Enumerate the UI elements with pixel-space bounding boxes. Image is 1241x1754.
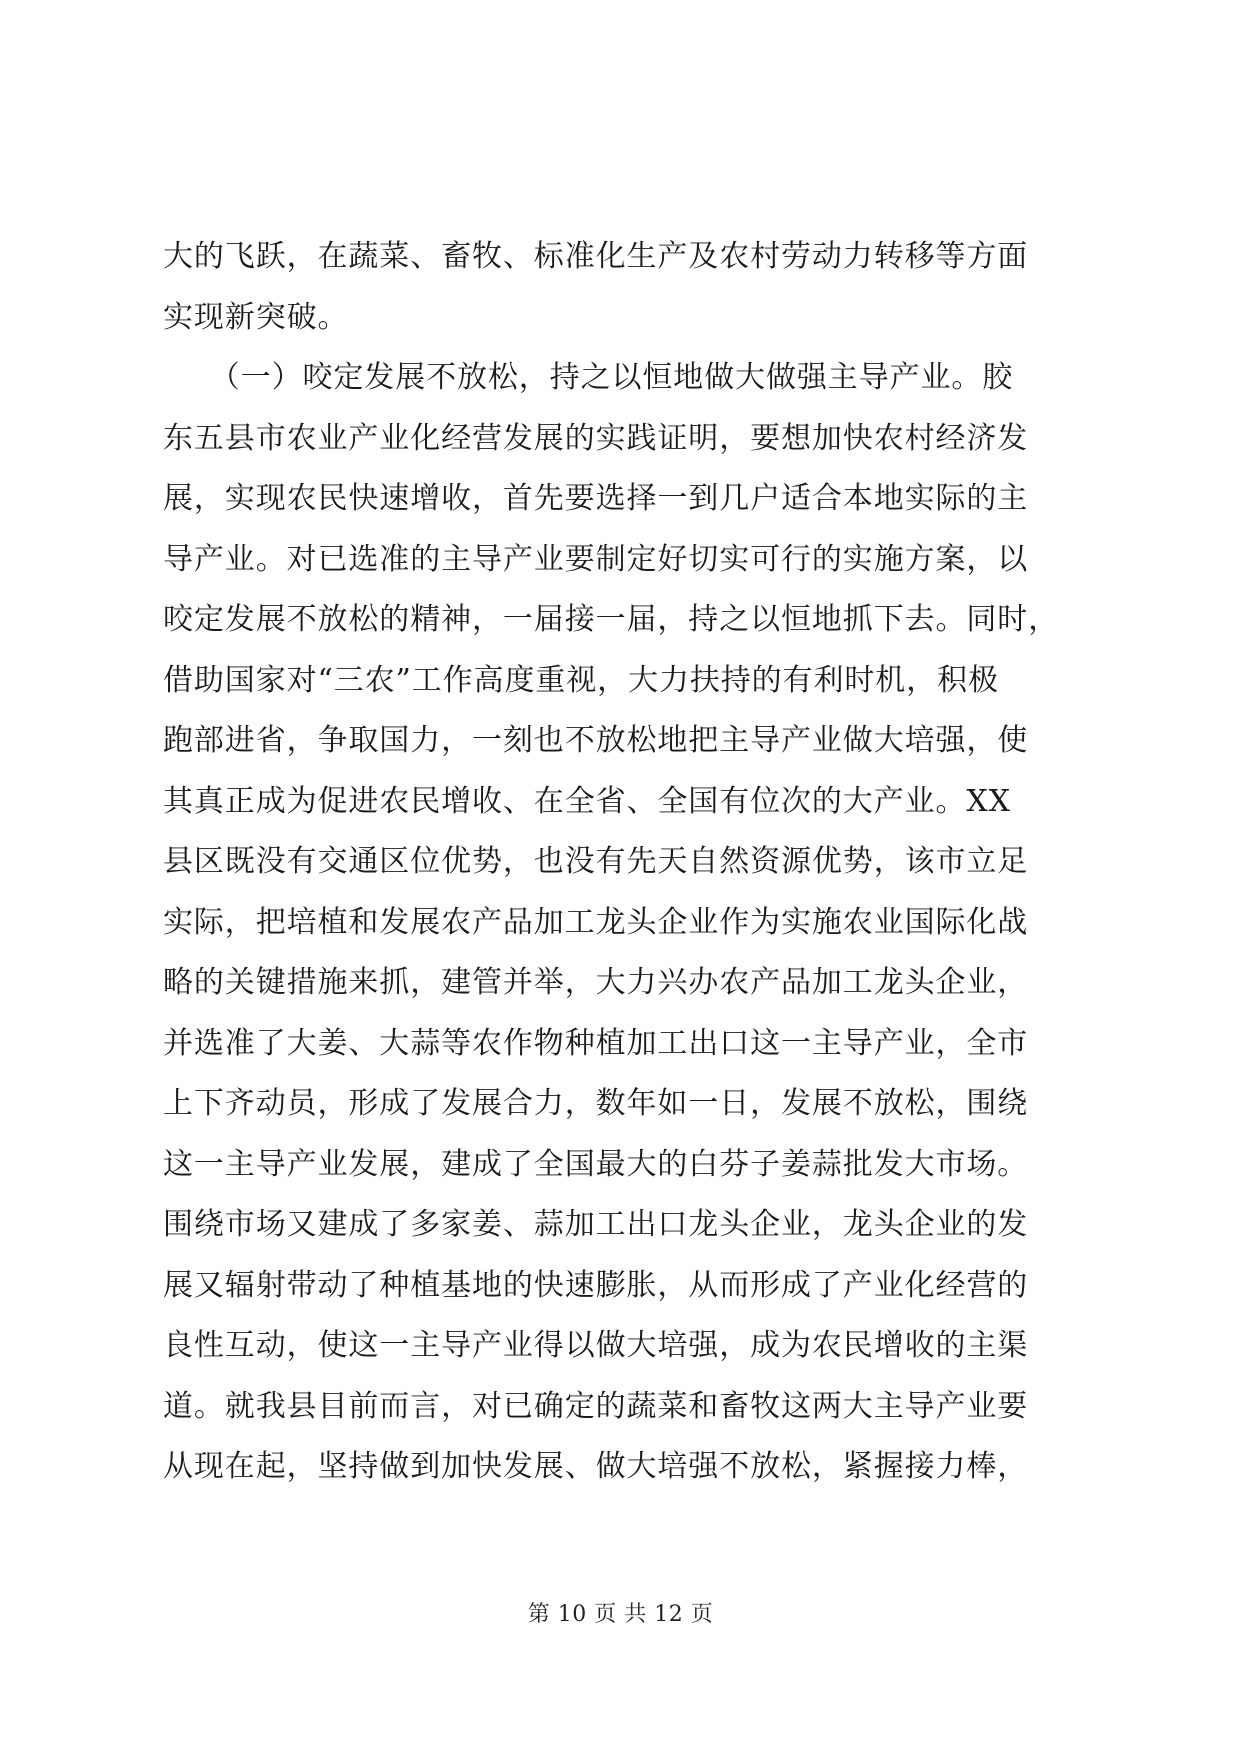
text-line: 并选准了大姜、大蒜等农作物种植加工出口这一主导产业，全市 bbox=[163, 1025, 1029, 1061]
text-line: 展，实现农民快速增收，首先要选择一到几户适合本地实际的主 bbox=[163, 481, 1029, 516]
page-number-footer: 第 10 页 共 12 页 bbox=[527, 1602, 714, 1627]
text-line: 实际，把培植和发展农产品加工龙头企业作为实施农业国际化战 bbox=[163, 904, 1029, 940]
text-line: 略的关键措施来抓，建管并举，大力兴办农产品加工龙头企业， bbox=[163, 965, 1029, 1000]
text-line: 实现新突破。 bbox=[163, 299, 349, 335]
text-line: 从现在起，坚持做到加快发展、做大培强不放松，紧握接力棒， bbox=[163, 1449, 1029, 1484]
text-line: 导产业。对已选准的主导产业要制定好切实可行的实施方案，以 bbox=[163, 541, 1029, 577]
text-line: 大的飞跃，在蔬菜、畜牧、标准化生产及农村劳动力转移等方面 bbox=[163, 239, 1029, 274]
text-line: 良性互动，使这一主导产业得以做大培强，成为农民增收的主渠 bbox=[163, 1328, 1029, 1363]
text-line: 借助国家对“三农”工作高度重视，大力扶持的有利时机，积极 bbox=[163, 662, 999, 698]
text-line: 这一主导产业发展，建成了全国最大的白芬子姜蒜批发大市场。 bbox=[163, 1146, 1029, 1182]
text-line: （一）咬定发展不放松，持之以恒地做大做强主导产业。胶 bbox=[163, 360, 1014, 395]
text-line: 道。就我县目前而言，对已确定的蔬菜和畜牧这两大主导产业要 bbox=[163, 1388, 1029, 1424]
text-line: 展又辐射带动了种植基地的快速膨胀，从而形成了产业化经营的 bbox=[163, 1267, 1029, 1303]
text-line: 跑部进省，争取国力，一刻也不放松地把主导产业做大培强，使 bbox=[163, 723, 1029, 758]
text-line: 围绕市场又建成了多家姜、蒜加工出口龙头企业，龙头企业的发 bbox=[163, 1207, 1029, 1242]
text-line: 其真正成为促进农民增收、在全省、全国有位次的大产业。XX bbox=[163, 783, 1011, 819]
text-line: 上下齐动员，形成了发展合力，数年如一日，发展不放松，围绕 bbox=[163, 1086, 1029, 1121]
text-line: 县区既没有交通区位优势，也没有先天自然资源优势，该市立足 bbox=[163, 844, 1029, 879]
text-line: 咬定发展不放松的精神，一届接一届，持之以恒地抓下去。同时， bbox=[163, 602, 1060, 637]
body-text bbox=[163, 227, 1098, 1498]
text-line: 东五县市农业产业化经营发展的实践证明，要想加快农村经济发 bbox=[163, 420, 1029, 456]
